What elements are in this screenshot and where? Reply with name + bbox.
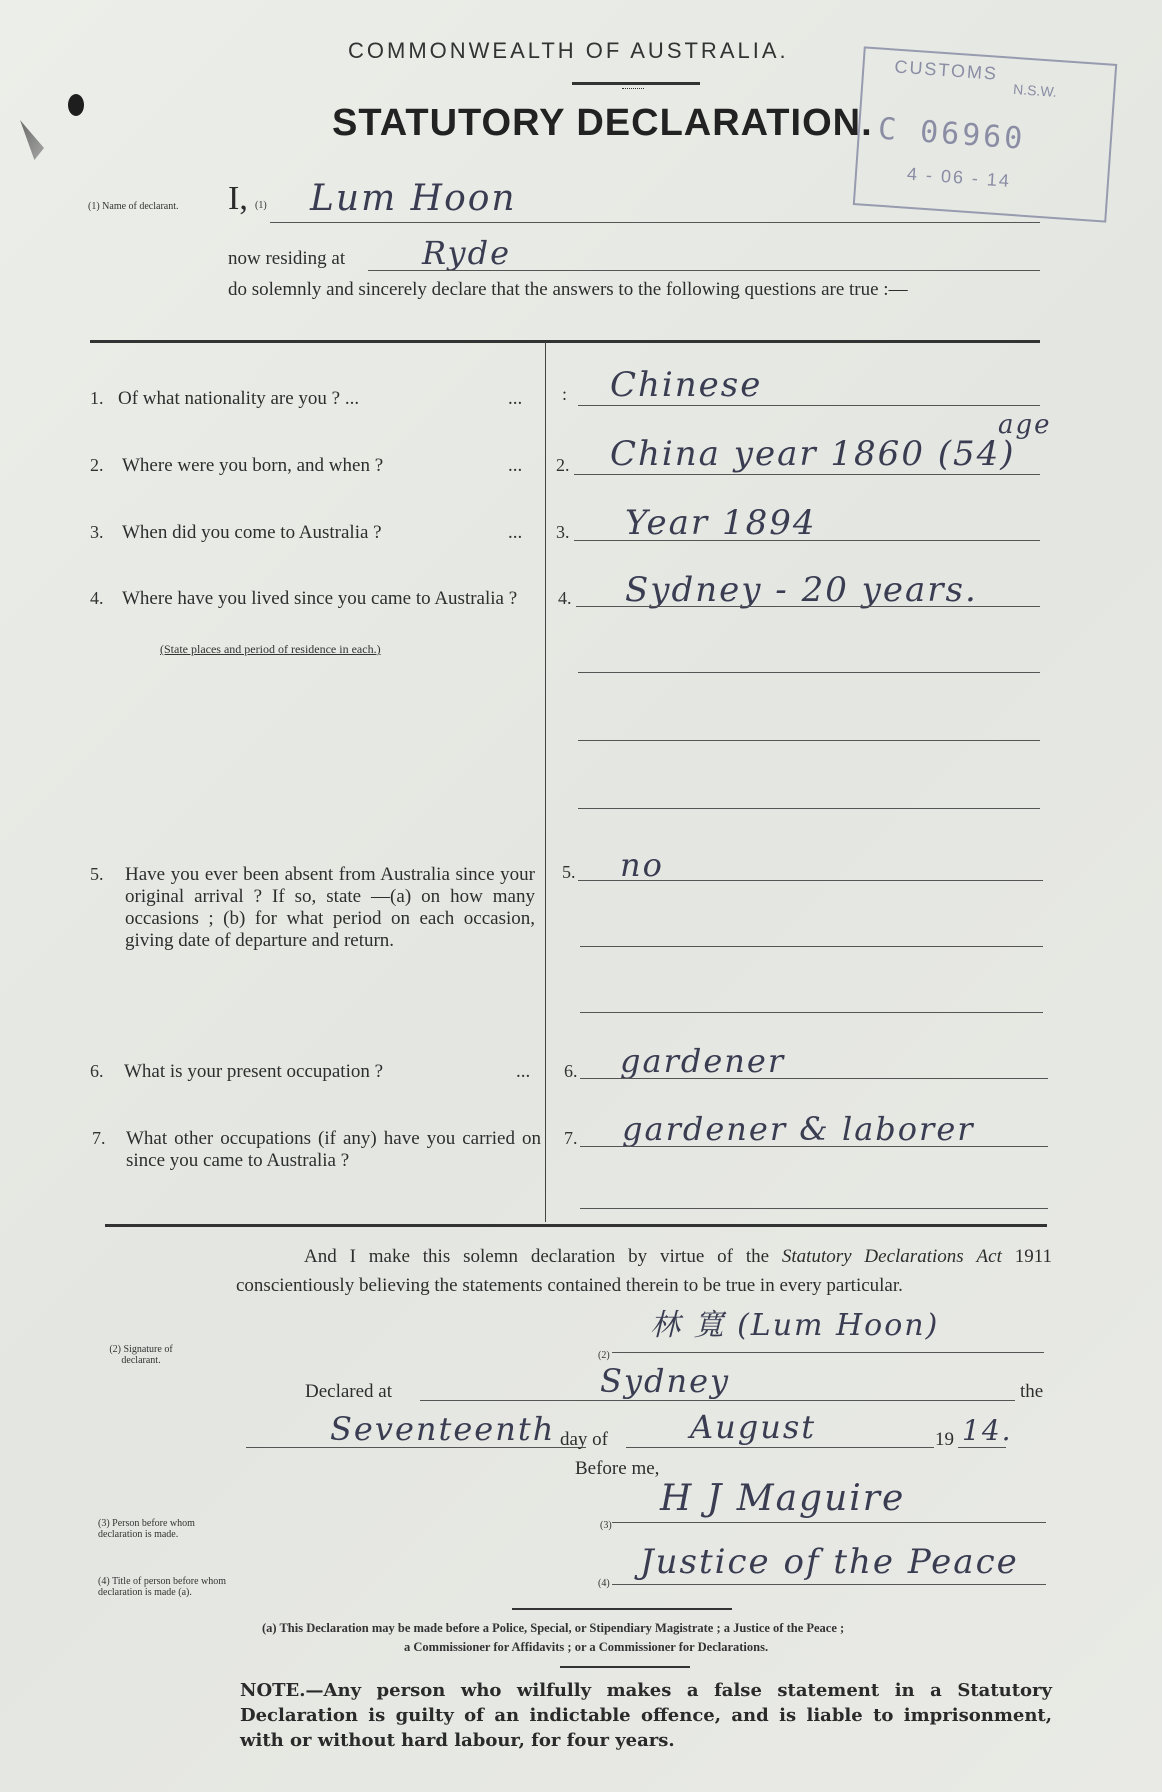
day-line xyxy=(246,1447,586,1448)
stamp-number: C 06960 xyxy=(876,111,1027,157)
q3-answer-num: 3. xyxy=(556,522,570,542)
act-word: Act xyxy=(976,1246,1002,1267)
q3-leader: ... xyxy=(508,522,523,543)
q1-answer-num: : xyxy=(562,384,568,404)
note-rule xyxy=(560,1666,690,1668)
q2-answer-note: age xyxy=(998,410,1052,440)
stamp-date: 4 - 06 - 14 xyxy=(906,163,1012,191)
q2-answer: China year 1860 (54) xyxy=(610,434,1016,474)
declaration-text-1: And I make this solemn declaration by virtue of the xyxy=(304,1246,770,1267)
q5-answer-num: 5. xyxy=(562,862,576,882)
q3-answer: Year 1894 xyxy=(625,503,817,543)
q1-leader: ... xyxy=(508,388,523,409)
q5-answer: no xyxy=(620,846,664,884)
declarant-signature: 林 寬 (Lum Hoon) xyxy=(650,1308,940,1343)
signature-line xyxy=(612,1352,1044,1353)
q6-leader: ... xyxy=(516,1061,531,1082)
declared-place: Sydney xyxy=(600,1362,731,1400)
q2-text: Where were you born, and when ? xyxy=(122,455,384,476)
margin-note-person: (3) Person before whom declaration is made. xyxy=(98,1518,195,1540)
name-line xyxy=(270,222,1040,223)
q2-answer-line xyxy=(574,474,1040,475)
q7-answer-num: 7. xyxy=(564,1128,578,1148)
justice-signature: H J Maguire xyxy=(660,1478,906,1519)
table-divider xyxy=(545,342,546,1222)
q5-text: Have you ever been absent from Australia since your original arrival ? If so, state —(a) on how many occasions ; (b) for what period on each occasion, giving date of departure and return. xyxy=(125,864,535,951)
q2-number: 2. xyxy=(90,455,104,475)
q3-number: 3. xyxy=(90,522,104,542)
footnote-line-1: (a) This Declaration may be made before a Police, Special, or Stipendiary Magistrate ; a Justice of the Peace ; xyxy=(262,1621,845,1635)
table-bottom-rule xyxy=(105,1224,1047,1227)
the-label: the xyxy=(1020,1381,1044,1402)
q7-number: 7. xyxy=(92,1128,106,1148)
margin-note-signature: (2) Signature of declarant. xyxy=(109,1344,173,1366)
residing-label: now residing at xyxy=(228,248,346,269)
q6-answer: gardener xyxy=(620,1042,786,1080)
q1-text: Of what nationality are you ? ... xyxy=(118,388,360,409)
day-of-label: day of xyxy=(560,1429,609,1450)
q5-blank-line-1 xyxy=(580,946,1043,947)
declarant-intro: I, xyxy=(228,180,248,217)
year-line xyxy=(958,1447,1006,1448)
q4-answer-num: 4. xyxy=(558,588,572,608)
header-rule xyxy=(572,82,700,85)
declared-at-label: Declared at xyxy=(305,1381,393,1402)
declaration-text-2: 1911 conscientiously believing the statements contained therein to be true in every particular. xyxy=(236,1246,1053,1296)
title-ref: (4) xyxy=(598,1578,610,1589)
paper-mark xyxy=(20,120,44,160)
day-value: Seventeenth xyxy=(330,1410,556,1448)
q4-note: (State places and period of residence in each.) xyxy=(160,642,381,656)
stamp-suffix: N.S.W. xyxy=(1012,80,1058,100)
document-title: STATUTORY DECLARATION. xyxy=(332,102,873,144)
punch-hole xyxy=(68,94,84,116)
q1-answer-line xyxy=(578,405,1040,406)
q5-blank-line-2 xyxy=(580,1012,1043,1013)
declaration-paragraph xyxy=(236,1242,1052,1300)
q6-answer-num: 6. xyxy=(564,1061,578,1081)
residence: Ryde xyxy=(422,234,512,272)
q1-number: 1. xyxy=(90,388,104,408)
customs-stamp xyxy=(853,46,1117,222)
q4-blank-line-1 xyxy=(578,672,1040,673)
q2-answer-num: 2. xyxy=(556,455,570,475)
header-rule-dots xyxy=(622,88,644,89)
q7-answer-line xyxy=(580,1146,1048,1147)
person-line xyxy=(612,1522,1046,1523)
q7-text: What other occupations (if any) have you carried on since you came to Australia ? xyxy=(126,1128,541,1171)
q7-blank-line xyxy=(580,1208,1048,1209)
q4-answer: Sydney - 20 years. xyxy=(625,570,978,610)
residence-line xyxy=(368,270,1040,271)
q5-number: 5. xyxy=(90,864,104,884)
q4-number: 4. xyxy=(90,588,104,608)
signature-ref: (2) xyxy=(598,1350,610,1361)
q4-answer-line xyxy=(576,606,1040,607)
q3-answer-line xyxy=(574,540,1040,541)
before-me-label: Before me, xyxy=(575,1458,660,1479)
q1-answer: Chinese xyxy=(610,365,763,405)
footnote-line-2: a Commissioner for Affidavits ; or a Commissioner for Declarations. xyxy=(404,1640,769,1654)
year-prefix: 19 xyxy=(935,1429,954,1450)
q3-text: When did you come to Australia ? xyxy=(122,522,382,543)
month-value: August xyxy=(690,1408,817,1446)
declarant-name: Lum Hoon xyxy=(310,178,517,219)
act-name: Statutory Declarations xyxy=(781,1246,964,1267)
month-line xyxy=(626,1447,934,1448)
title-line xyxy=(612,1584,1046,1585)
person-ref: (3) xyxy=(600,1520,612,1531)
q4-blank-line-2 xyxy=(578,740,1040,741)
declared-place-line xyxy=(420,1400,1015,1401)
justice-title: Justice of the Peace xyxy=(640,1542,1019,1582)
table-top-rule xyxy=(90,340,1040,343)
q2-leader: ... xyxy=(508,455,523,476)
q4-text: Where have you lived since you came to Australia ? xyxy=(122,588,518,609)
year-suffix: 14. xyxy=(962,1414,1013,1447)
q5-answer-line xyxy=(578,880,1043,881)
declarant-ref: (1) xyxy=(255,200,267,211)
margin-note-name: (1) Name of declarant. xyxy=(88,201,179,212)
q6-answer-line xyxy=(580,1078,1048,1079)
country-heading: COMMONWEALTH OF AUSTRALIA. xyxy=(348,38,789,63)
margin-note-title: (4) Title of person before whom declaration is made (a). xyxy=(98,1576,227,1598)
footnote-rule xyxy=(512,1608,732,1610)
q7-answer: gardener & laborer xyxy=(622,1110,975,1148)
q6-number: 6. xyxy=(90,1061,104,1081)
stamp-agency: CUSTOMS xyxy=(893,56,999,84)
q6-text: What is your present occupation ? xyxy=(124,1061,384,1082)
declare-text: do solemnly and sincerely declare that the answers to the following questions are true :— xyxy=(228,279,908,300)
q4-blank-line-3 xyxy=(578,808,1040,809)
penalty-note: NOTE.—Any person who wilfully makes a false statement in a Statutory Declaration is guilty of an indictable offence, and is liable to imprisonment, with or without hard labour, for four years. xyxy=(240,1680,1052,1751)
